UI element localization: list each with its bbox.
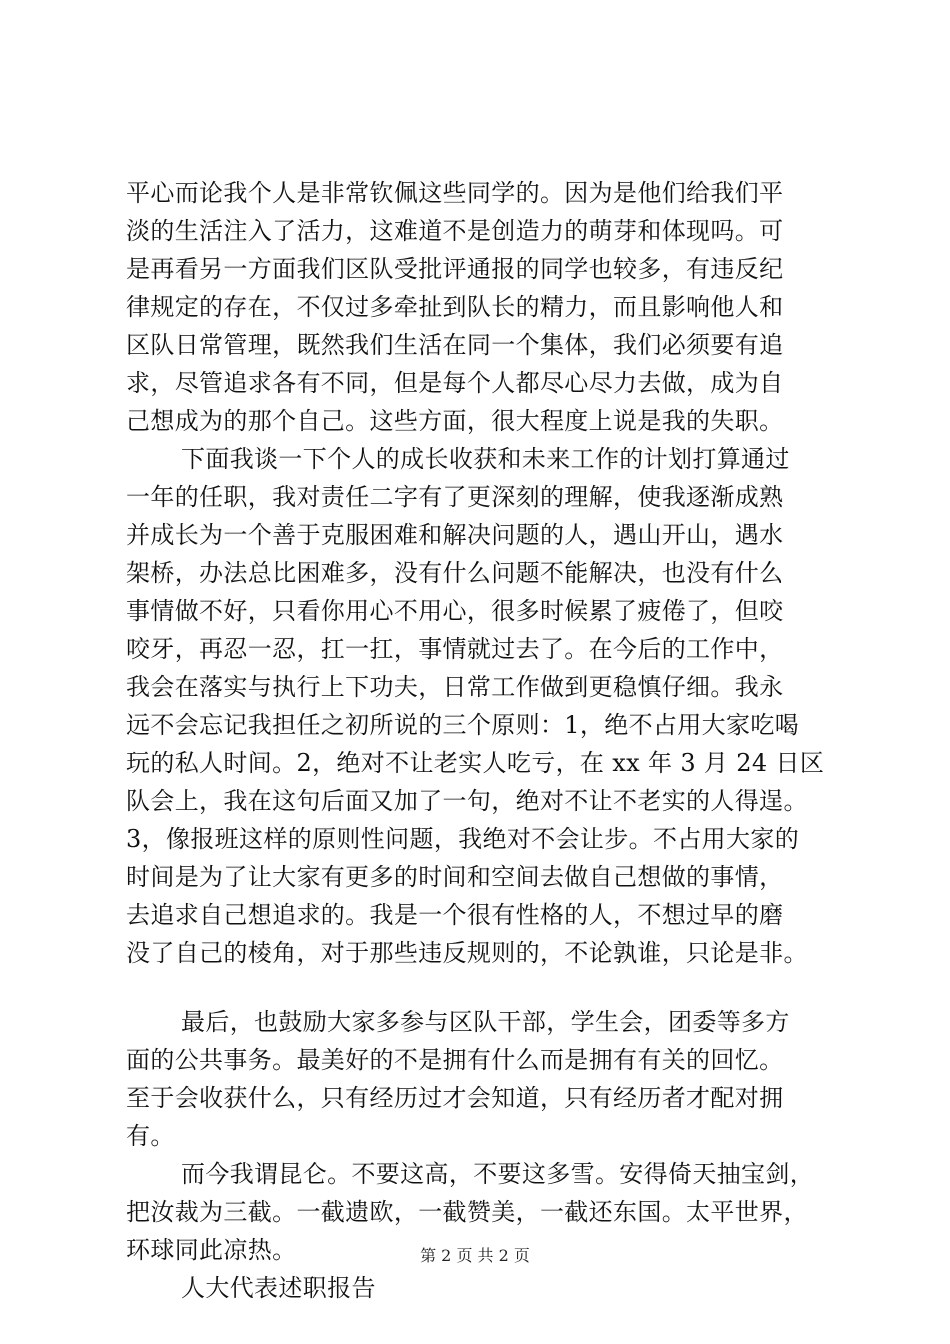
text-line: 面的公共事务。最美好的不是拥有什么而是拥有有关的回忆。 — [126, 1046, 784, 1074]
text-line: 区队日常管理，既然我们生活在同一个集体，我们必须要有追 — [126, 331, 784, 359]
text-line: 架桥，办法总比困难多，没有什么问题不能解决，也没有什么 — [126, 559, 784, 587]
text-line: 远不会忘记我担任之初所说的三个原则：1，绝不占用大家吃喝 — [126, 711, 800, 739]
text-line: 没了自己的棱角，对于那些违反规则的，不论孰谁，只论是非。 — [126, 939, 808, 967]
text-line: 并成长为一个善于克服困难和解决问题的人，遇山开山，遇水 — [126, 521, 784, 549]
text-line: 一年的任职，我对责任二字有了更深刻的理解，使我逐渐成熟 — [126, 483, 784, 511]
text-line: 玩的私人时间。2，绝对不让老实人吃亏，在 xx 年 3 月 24 日区 — [126, 749, 825, 777]
text-line: 去追求自己想追求的。我是一个很有性格的人，不想过早的磨 — [126, 901, 784, 929]
text-line: 有。 — [126, 1122, 175, 1150]
paragraph-start-line: 最后，也鼓励大家多参与区队干部，学生会，团委等多方 — [181, 1008, 790, 1036]
text-line: 己想成为的那个自己。这些方面，很大程度上说是我的失职。 — [126, 407, 784, 435]
text-line: 淡的生活注入了活力，这难道不是创造力的萌芽和体现吗。可 — [126, 217, 784, 245]
text-line: 律规定的存在，不仅过多牵扯到队长的精力，而且影响他人和 — [126, 293, 784, 321]
text-line: 把汝裁为三截。一截遗欧，一截赞美，一截还东国。太平世界， — [126, 1198, 808, 1226]
text-line: 时间是为了让大家有更多的时间和空间去做自己想做的事情， — [126, 863, 784, 891]
text-line: 是再看另一方面我们区队受批评通报的同学也较多，有违反纪 — [126, 255, 784, 283]
text-line: 平心而论我个人是非常钦佩这些同学的。因为是他们给我们平 — [126, 179, 784, 207]
paragraph-start-line: 下面我谈一下个人的成长收获和未来工作的计划打算通过 — [181, 445, 790, 473]
document-title-line: 人大代表述职报告 — [181, 1274, 376, 1302]
text-line: 至于会收获什么，只有经历过才会知道，只有经历者才配对拥 — [126, 1084, 784, 1112]
text-line: 我会在落实与执行上下功夫，日常工作做到更稳慎仔细。我永 — [126, 673, 784, 701]
text-line: 咬牙，再忍一忍，扛一扛，事情就过去了。在今后的工作中， — [126, 635, 784, 663]
text-line: 3，像报班这样的原则性问题，我绝对不会让步。不占用大家的 — [126, 825, 800, 853]
text-line: 队会上，我在这句后面又加了一句，绝对不让不老实的人得逞。 — [126, 787, 808, 815]
text-line: 事情做不好，只看你用心不用心，很多时候累了疲倦了，但咬 — [126, 597, 784, 625]
text-line: 环球同此凉热。 — [126, 1236, 297, 1264]
page-number-footer: 第 2 页 共 2 页 — [420, 1246, 530, 1265]
text-line: 求，尽管追求各有不同，但是每个人都尽心尽力去做，成为自 — [126, 369, 784, 397]
paragraph-start-line: 而今我谓昆仑。不要这高，不要这多雪。安得倚天抽宝剑， — [181, 1160, 815, 1188]
